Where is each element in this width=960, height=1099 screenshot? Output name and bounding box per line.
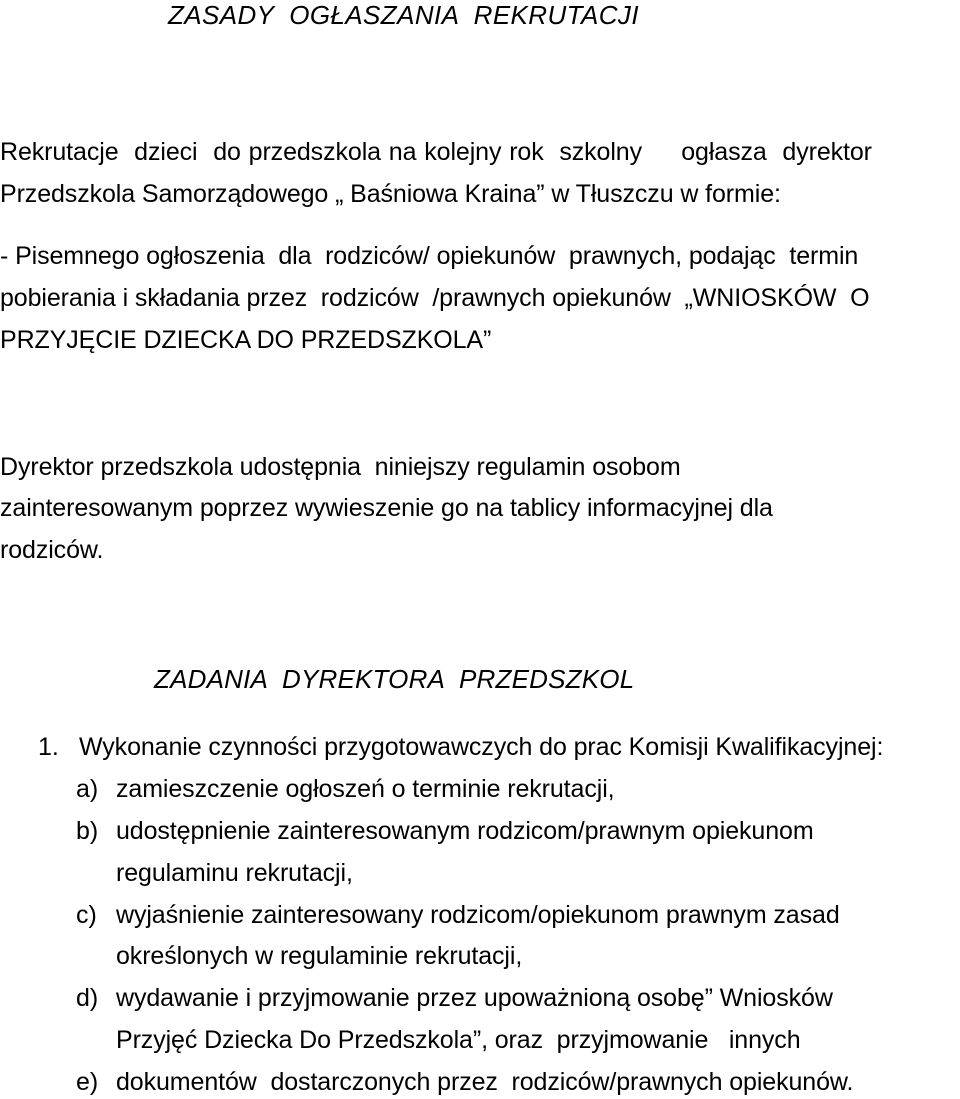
announcement-line-3: PRZYJĘCIE DZIECKA DO PRZEDSZKOLA” — [0, 326, 492, 354]
list-item-a-line-1: zamieszczenie ogłoszeń o terminie rekrutacji, — [116, 775, 615, 803]
task-number: 1. — [38, 733, 59, 761]
document-title: ZASADY OGŁASZANIA REKRUTACJI — [168, 0, 639, 30]
list-item-b-line-1: udostępnienie zainteresowanym rodzicom/prawnym opiekunom — [116, 817, 814, 845]
intro-line-1: Rekrutacje dzieci do przedszkola na kolejny rok szkolny ogłasza dyrektor — [0, 138, 872, 166]
task-text: Wykonanie czynności przygotowawczych do prac Komisji Kwalifikacyjnej: — [79, 733, 884, 761]
list-item-marker-e: e) — [76, 1068, 99, 1096]
regulation-line-2: zainteresowanym poprzez wywieszenie go na tablicy informacyjnej dla — [0, 494, 773, 522]
list-item-c-line-2: określonych w regulaminie rekrutacji, — [116, 942, 523, 970]
list-item-marker-c: c) — [76, 901, 97, 929]
list-item-d-line-2: Przyjęć Dziecka Do Przedszkola”, oraz przyjmowanie innych — [116, 1026, 801, 1054]
regulation-line-3: rodziców. — [0, 536, 104, 564]
list-item-b-line-2: regulaminu rekrutacji, — [116, 859, 353, 887]
list-item-marker-b: b) — [76, 817, 99, 845]
list-item-marker-d: d) — [76, 984, 99, 1012]
list-item-marker-a: a) — [76, 775, 99, 803]
announcement-line-1: - Pisemnego ogłoszenia dla rodziców/ opiekunów prawnych, podając termin — [0, 242, 859, 270]
regulation-line-1: Dyrektor przedszkola udostępnia niniejszy regulamin osobom — [0, 453, 681, 481]
list-item-d-line-1: wydawanie i przyjmowanie przez upoważnioną osobę” Wniosków — [116, 984, 833, 1012]
intro-line-2: Przedszkola Samorządowego „ Baśniowa Kraina” w Tłuszczu w formie: — [0, 180, 781, 208]
section-title: ZADANIA DYREKTORA PRZEDSZKOL — [154, 664, 635, 694]
list-item-e-line-1: dokumentów dostarczonych przez rodziców/prawnych opiekunów. — [116, 1068, 854, 1096]
list-item-c-line-1: wyjaśnienie zainteresowany rodzicom/opiekunom prawnym zasad — [116, 901, 840, 929]
announcement-line-2: pobierania i składania przez rodziców /prawnych opiekunów „WNIOSKÓW O — [0, 284, 870, 312]
